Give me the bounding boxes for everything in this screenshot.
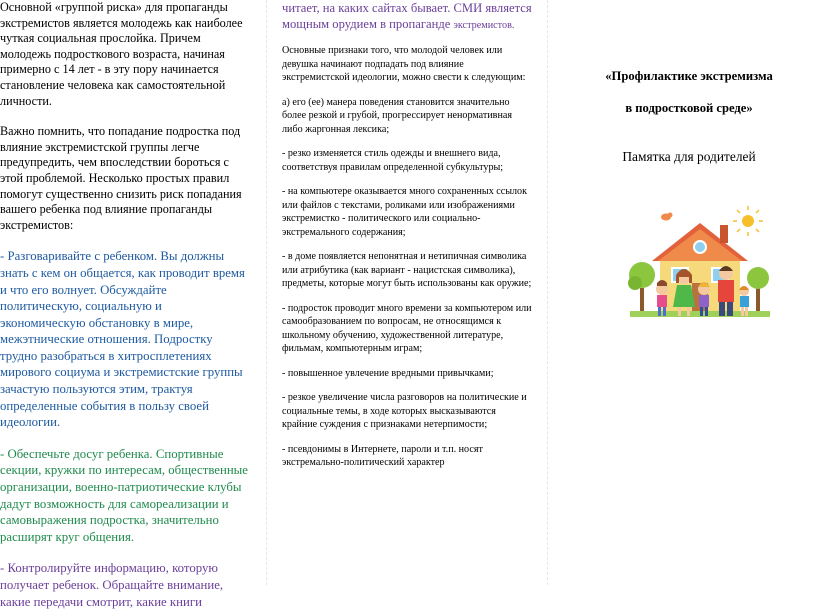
sign-item: - повышенное увлечение вредными привычками; <box>282 367 494 379</box>
sign-item: - подросток проводит много времени за компьютером или самообразованием по вопросам, не относящимся к школьному обучению, художественной литературе, фильмам, компьютерным играм; <box>282 302 532 354</box>
sun-icon <box>733 206 763 236</box>
bird-icon <box>661 213 673 221</box>
tree-right <box>747 267 769 313</box>
sign-item: а) его (ее) манера поведения становится значительно более резкой и грубой, прогрессирует ненормативная либо жаргонная лексика; <box>282 96 512 135</box>
middle-column <box>282 0 532 585</box>
signs-intro: Основные признаки того, что молодой человек или девушка начинают подпадать под влияние экстремистской идеологии, можно свести к следующим: <box>282 45 526 83</box>
fold-line-right <box>547 0 548 585</box>
family-house-illustration <box>630 203 770 328</box>
cover-title-line2: в подростковой среде» <box>625 101 753 115</box>
media-continuation-text: читает, на каких сайтах бывает. СМИ является мощным орудием в пропаганде <box>282 1 532 31</box>
prevention-paragraph: Важно помнить, что попадание подростка под влияние экстремистской группы легче предупредить, чем впоследствии бороться с этой проблемой. Несколько простых правил помогут существенно снизить риск попадания вашего ребенка под влияние пропаганды экстремистов: <box>0 124 242 232</box>
sign-item: - псевдонимы в Интернете, пароли и т.п. носят экстремально-политический характер <box>282 443 483 468</box>
sign-item: - резкое увеличение числа разговоров на политические и социальные темы, в ходе которых высказываются крайние суждения с признаками нетерпимости; <box>282 392 527 430</box>
tree-left <box>628 262 655 313</box>
intro-paragraph: Основной «группой риска» для пропаганды экстремистов является молодежь как наиболее чуткая социальная прослойка. Причем молодежь подросткового возраста, начиная примерно с 14 лет - в эту пору начинается становление человека как самостоятельной личности. <box>0 0 243 108</box>
tip-control-information: - Контролируйте информацию, которую получает ребенок. Обращайте внимание, какие передачи смотрит, какие книги <box>0 561 224 609</box>
cover-subtitle: Памятка для родителей <box>622 149 756 164</box>
left-column <box>0 0 250 609</box>
fold-line-left <box>266 0 267 585</box>
tip-talk-with-child: - Разговаривайте с ребенком. Вы должны знать с кем он общается, как проводит время и что его волнует. Обсуждайте политическую, социальную и экономическую обстановку в мире, межэтнические отношения. Подростку трудно разобраться в хитросплетениях мирового социума и экстремистские группы зачастую пользуются этим, трактуя определенные события в пользу своей идеологии. <box>0 249 245 430</box>
sign-item: - в доме появляется непонятная и нетипичная символика или атрибутика (как вариант - нацистская символика), предметы, которые могут быть использованы как оружие; <box>282 251 532 289</box>
media-continuation <box>282 0 532 33</box>
media-continuation-end: экстремистов. <box>453 20 515 31</box>
cover-column <box>562 0 816 585</box>
sign-item: - на компьютере оказывается много сохраненных ссылок или файлов с текстами, роликами или изображениями экстремистко - политического или социально-экстремального содержания; <box>282 186 528 238</box>
cover-title-line1: «Профилактике экстремизма <box>605 69 773 83</box>
sign-item: - резко изменяется стиль одежды и внешнего вида, соответствуя правилам определенной субкультуры; <box>282 148 504 173</box>
tip-leisure: - Обеспечьте досуг ребенка. Спортивные секции, кружки по интересам, общественные организации, военно-патриотические клубы дадут возможность для самореализации и самовыражения подростка, значительно расширят круг общения. <box>0 446 248 544</box>
